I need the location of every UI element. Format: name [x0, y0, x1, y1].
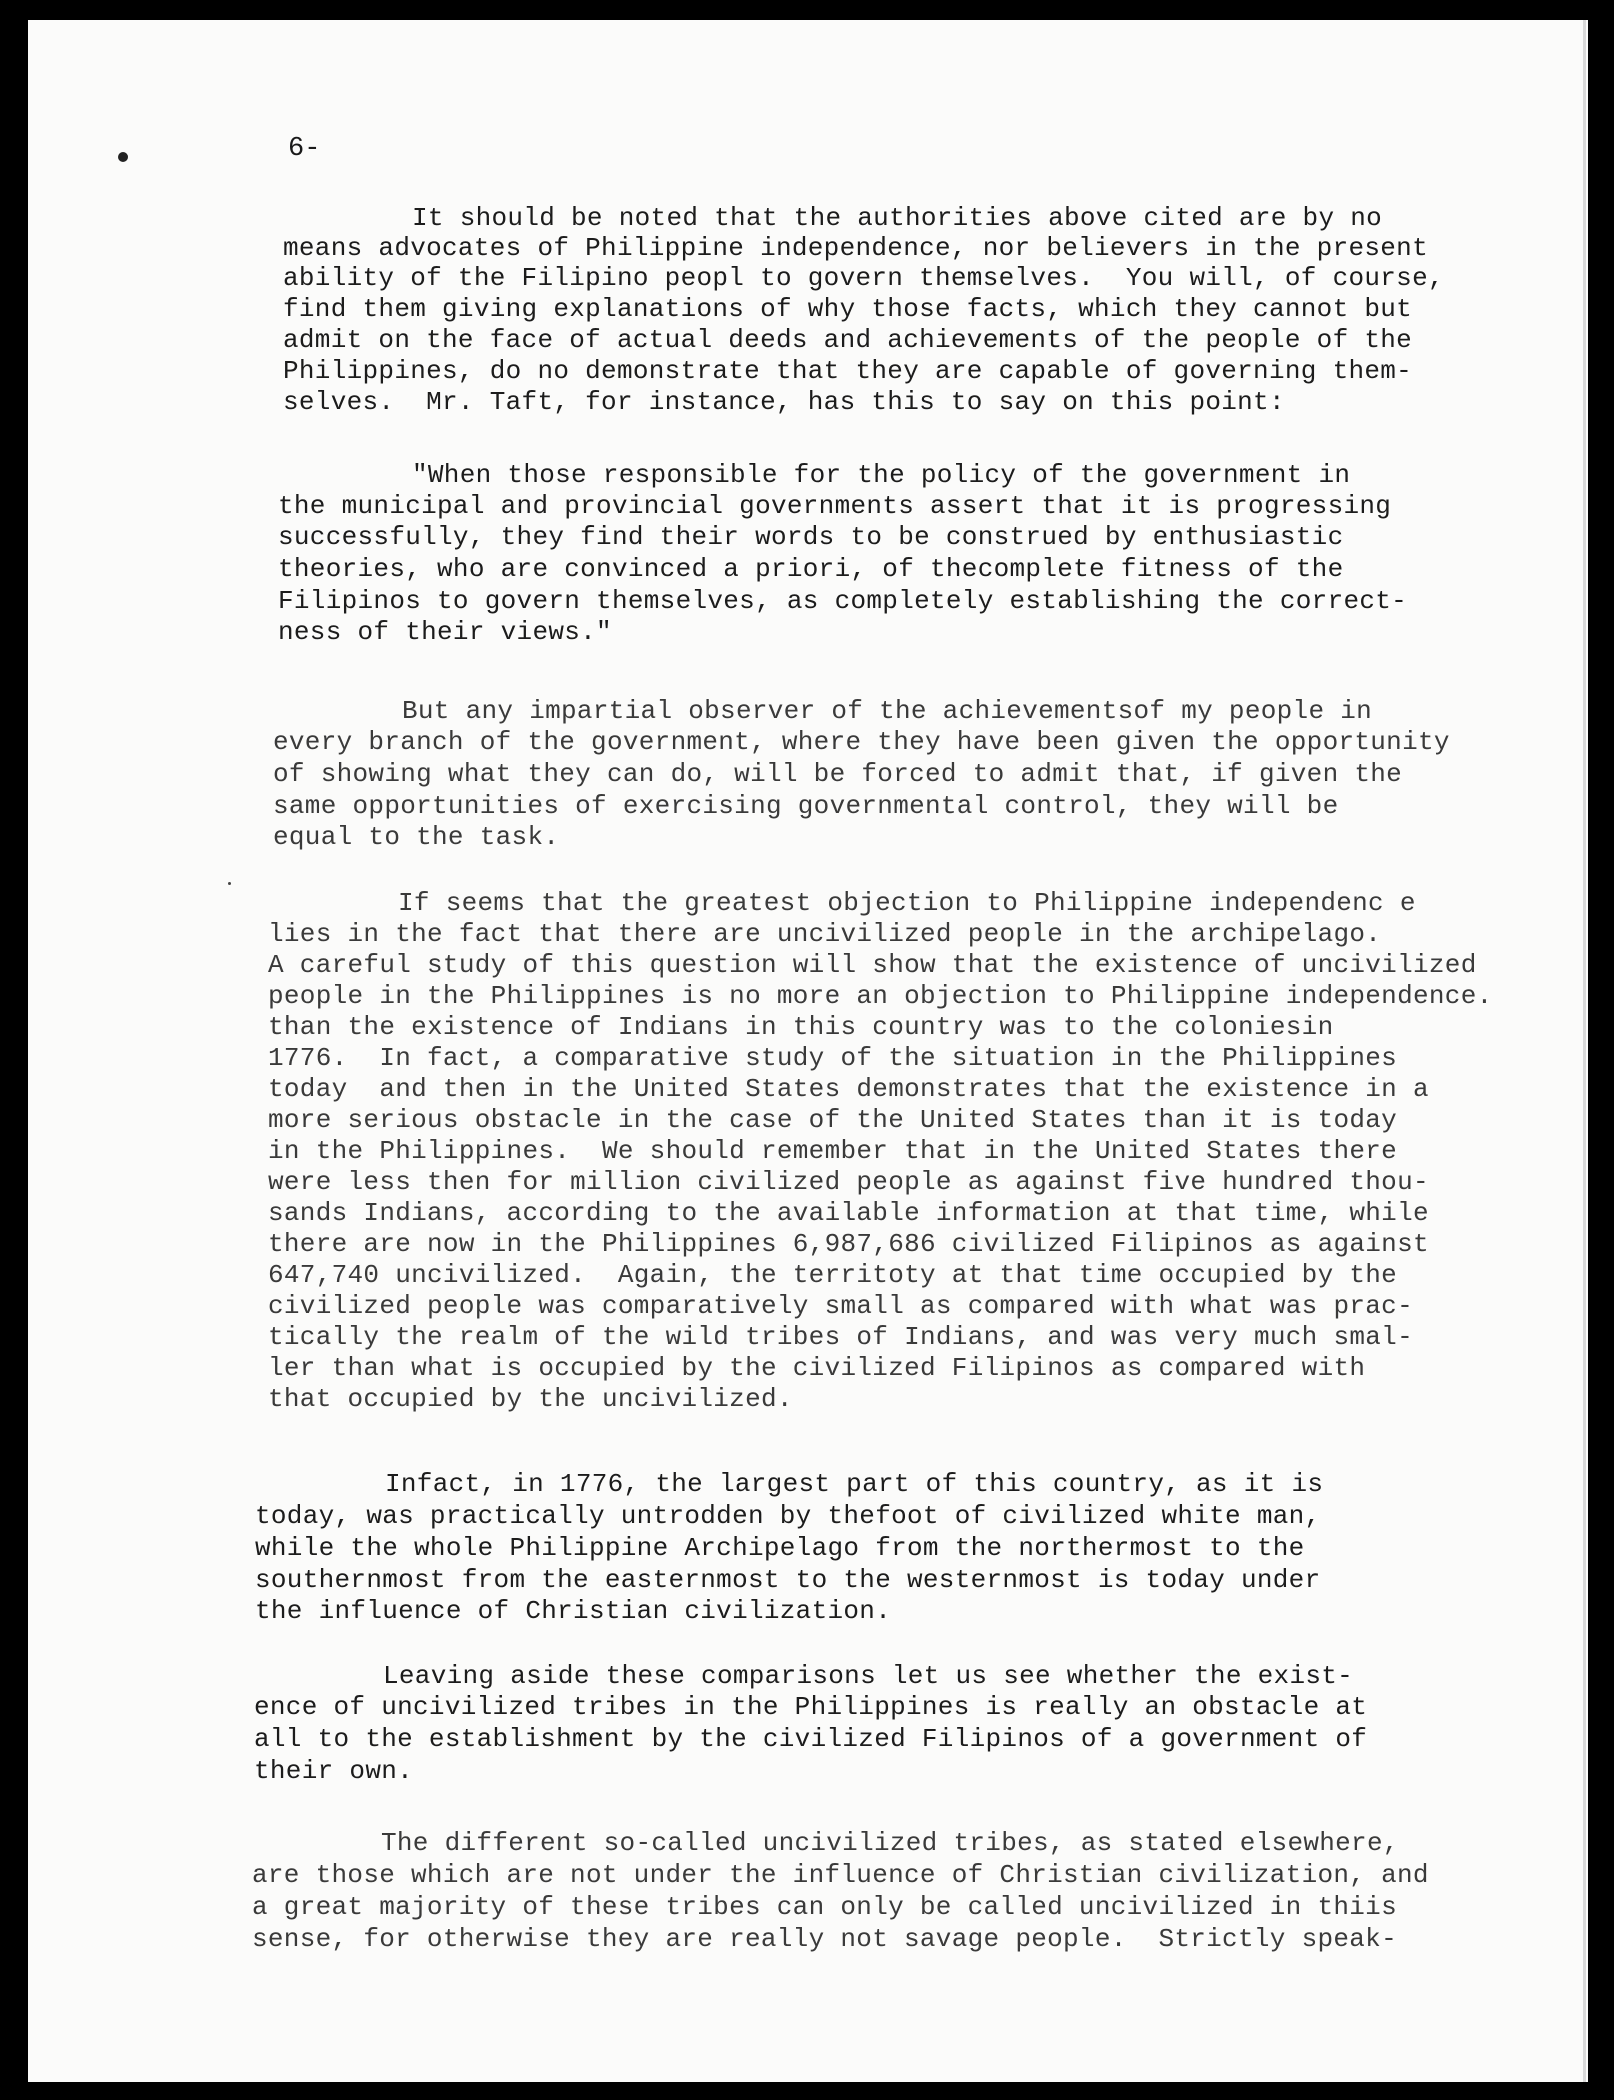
paragraph-line: means advocates of Philippine independence, nor believers in the present — [283, 233, 1428, 263]
paragraph-line: same opportunities of exercising governmental control, they will be — [273, 791, 1339, 821]
paragraph-line: theories, who are convinced a priori, of thecomplete fitness of the — [278, 554, 1344, 584]
paragraph-line: find them giving explanations of why those facts, which they cannot but — [283, 294, 1413, 324]
paragraph-line: there are now in the Philippines 6,987,686 civilized Filipinos as against — [268, 1229, 1429, 1259]
paragraph-line: If seems that the greatest objection to Philippine independenc e — [398, 888, 1416, 918]
paragraph-line: people in the Philippines is no more an objection to Philippine independence. — [268, 981, 1493, 1011]
page-number: 6- — [288, 134, 321, 164]
paragraph-line: sands Indians, according to the available information at that time, while — [268, 1198, 1429, 1228]
paragraph-line: Infact, in 1776, the largest part of this country, as it is — [385, 1469, 1324, 1499]
page-edge-divider — [1583, 20, 1586, 2082]
paragraph-line: sense, for otherwise they are really not savage people. Strictly speak- — [252, 1924, 1397, 1954]
paragraph-line: were less then for million civilized people as against five hundred thou- — [268, 1167, 1429, 1197]
paragraph-line: ler than what is occupied by the civilized Filipinos as compared with — [268, 1353, 1366, 1383]
paragraph-line: every branch of the government, where they have been given the opportunity — [273, 727, 1450, 757]
paragraph-line: southernmost from the easternmost to the westernmost is today under — [255, 1565, 1321, 1595]
paragraph-line: that occupied by the uncivilized. — [268, 1384, 793, 1414]
paragraph-line: ence of uncivilized tribes in the Philippines is really an obstacle at — [254, 1692, 1368, 1722]
paragraph-line: 1776. In fact, a comparative study of the situation in the Philippines — [268, 1043, 1398, 1073]
paragraph-line: A careful study of this question will show that the existence of uncivilized — [268, 950, 1477, 980]
paragraph-line: ness of their views." — [278, 617, 612, 647]
paragraph-line: while the whole Philippine Archipelago from the northermost to the — [255, 1533, 1305, 1563]
paragraph-line: today and then in the United States demonstrates that the existence in a — [268, 1074, 1429, 1104]
paragraph-line: The different so-called uncivilized tribes, as stated elsewhere, — [381, 1828, 1399, 1858]
paragraph-line: are those which are not under the influence of Christian civilization, and — [252, 1860, 1429, 1890]
paragraph-line: admit on the face of actual deeds and achievements of the people of the — [283, 325, 1413, 355]
paragraph-line: 647,740 uncivilized. Again, the territoty at that time occupied by the — [268, 1260, 1398, 1290]
paragraph-line: the influence of Christian civilization. — [255, 1596, 892, 1626]
paragraph-line: "When those responsible for the policy of the government in — [412, 460, 1351, 490]
paragraph-line: their own. — [254, 1756, 414, 1786]
paragraph-line: successfully, they find their words to be construed by enthusiastic — [278, 522, 1344, 552]
paragraph-line: lies in the fact that there are uncivilized people in the archipelago. — [268, 919, 1382, 949]
paragraph-line: civilized people was comparatively small as compared with what was prac- — [268, 1291, 1413, 1321]
paragraph-line: selves. Mr. Taft, for instance, has this to say on this point: — [283, 387, 1285, 417]
paragraph-line: But any impartial observer of the achievementsof my people in — [402, 696, 1373, 726]
paragraph-line: Philippines, do no demonstrate that they are capable of governing them- — [283, 356, 1413, 386]
paragraph-line: Filipinos to govern themselves, as completely establishing the correct- — [278, 586, 1408, 616]
paragraph-line: a great majority of these tribes can only be called uncivilized in thiis — [252, 1892, 1397, 1922]
margin-bullet-mark — [118, 152, 128, 162]
margin-dot-mark — [228, 882, 231, 885]
paragraph-line: the municipal and provincial governments assert that it is progressing — [278, 491, 1392, 521]
paragraph-line: tically the realm of the wild tribes of Indians, and was very much smal- — [268, 1322, 1413, 1352]
paragraph-line: all to the establishment by the civilized Filipinos of a government of — [254, 1724, 1368, 1754]
paragraph-line: Leaving aside these comparisons let us see whether the exist- — [383, 1661, 1354, 1691]
paragraph-line: today, was practically untrodden by thefoot of civilized white man, — [255, 1501, 1321, 1531]
paragraph-line: in the Philippines. We should remember that in the United States there — [268, 1136, 1398, 1166]
paragraph-line: than the existence of Indians in this country was to the coloniesin — [268, 1012, 1334, 1042]
paragraph-line: more serious obstacle in the case of the United States than it is today — [268, 1105, 1398, 1135]
paragraph-line: ability of the Filipino peopl to govern themselves. You will, of course, — [283, 263, 1444, 293]
paragraph-line: of showing what they can do, will be forced to admit that, if given the — [273, 759, 1403, 789]
paragraph-line: equal to the task. — [273, 822, 560, 852]
paragraph-line: It should be noted that the authorities above cited are by no — [412, 203, 1383, 233]
